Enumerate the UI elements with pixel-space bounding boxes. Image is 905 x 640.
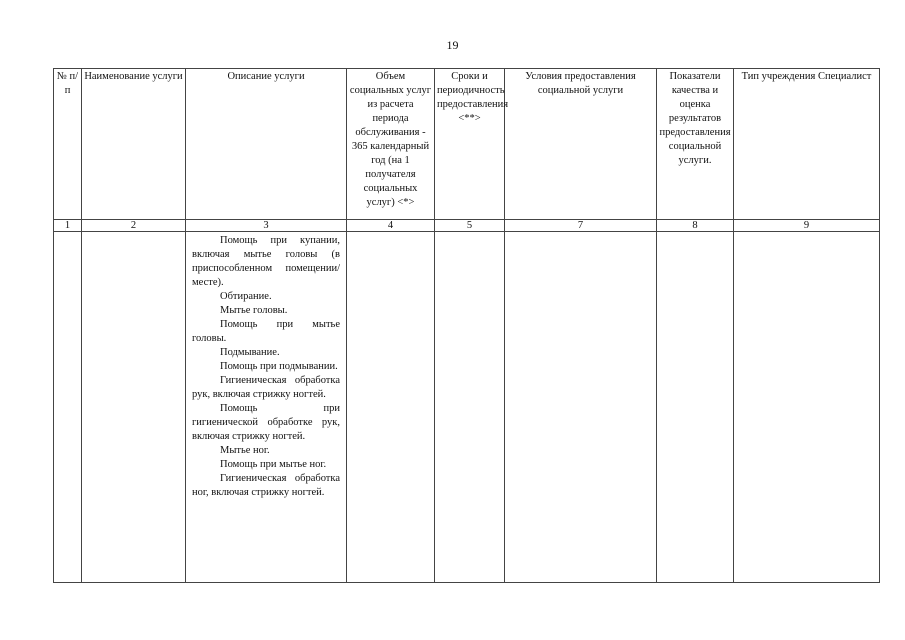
header-service-description: Описание услуги xyxy=(186,69,347,220)
column-number-row xyxy=(54,220,880,232)
description-line: Помощь при мытье ног. xyxy=(220,459,327,470)
description-line: Обтирание. xyxy=(220,291,272,302)
column-number: 7 xyxy=(505,220,657,232)
cell-quality-indicators xyxy=(657,232,734,583)
description-line: Мытье головы. xyxy=(220,305,288,316)
cell-number xyxy=(54,232,82,583)
header-service-volume: Объем социальных услуг из расчета периода обслуживания - 365 календарный год (на 1 получателя социальных услуг) <*> xyxy=(347,69,435,220)
description-line: Мытье ног. xyxy=(220,445,270,456)
column-number: 9 xyxy=(734,220,880,232)
column-number: 4 xyxy=(347,220,435,232)
header-quality-indicators: Показатели качества и оценка результатов предоставления социальной услуги. xyxy=(657,69,734,220)
column-number: 8 xyxy=(657,220,734,232)
column-number: 1 xyxy=(54,220,82,232)
description-line: Помощь при гигиенической обработке рук, включая стрижку ногтей. xyxy=(192,403,340,442)
header-service-name: Наименование услуги xyxy=(82,69,186,220)
page-number: 19 xyxy=(446,38,459,52)
table-row xyxy=(54,232,880,583)
column-number: 2 xyxy=(82,220,186,232)
header-institution-type: Тип учреждения Специалист xyxy=(734,69,880,220)
description-line: Гигиеническая обработка рук, включая стрижку ногтей. xyxy=(192,375,340,400)
services-table xyxy=(53,68,880,583)
cell-institution-type xyxy=(734,232,880,583)
description-line: Гигиеническая обработка ног, включая стрижку ногтей. xyxy=(192,473,340,498)
cell-service-name xyxy=(82,232,186,583)
description-line: Помощь при подмывании. xyxy=(220,361,338,372)
description-line: Помощь при мытье головы. xyxy=(192,319,340,344)
description-line: Помощь при купании, включая мытье головы (в приспособленном помещении/месте). xyxy=(192,235,340,288)
cell-terms-periodicity xyxy=(435,232,505,583)
header-row xyxy=(54,69,880,220)
cell-service-volume xyxy=(347,232,435,583)
cell-conditions xyxy=(505,232,657,583)
description-line: Подмывание. xyxy=(220,347,280,358)
column-number: 3 xyxy=(186,220,347,232)
cell-service-description xyxy=(186,232,347,583)
header-terms-periodicity: Сроки и периодичность предоставления <**> xyxy=(435,69,505,220)
header-conditions: Условия предоставления социальной услуги xyxy=(505,69,657,220)
column-number: 5 xyxy=(435,220,505,232)
header-number: № п/п xyxy=(54,69,82,220)
